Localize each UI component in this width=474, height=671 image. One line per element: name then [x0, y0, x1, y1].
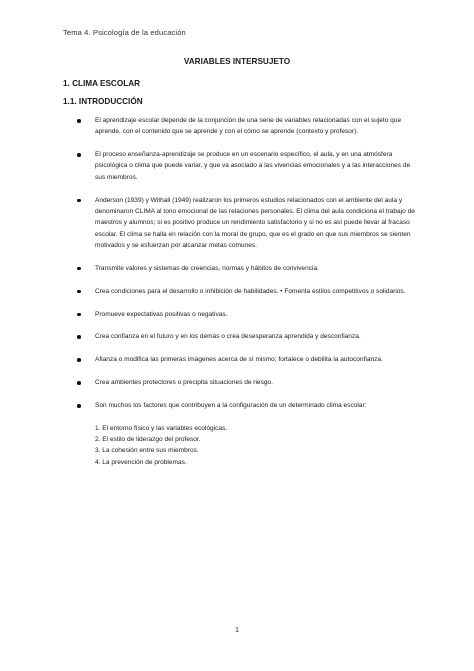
bullet-item [63, 354, 415, 365]
subsection-heading: 1.1. INTRODUCCIÓN [63, 97, 143, 106]
bullet-dot-icon [77, 313, 81, 317]
bullet-dot-icon [77, 267, 81, 271]
factor-item: 1. El entorno físico y las variables ecológicas. [95, 424, 228, 432]
bullet-list [63, 115, 415, 479]
bullet-text: Promueve expectativas positivas o negativas. [95, 310, 228, 318]
bullet-dot-icon [77, 290, 81, 294]
bullet-dot-icon [77, 153, 81, 157]
page-number: 1 [234, 625, 240, 634]
bullet-dot-icon [77, 358, 81, 362]
bullet-item [63, 309, 415, 320]
factors-list [95, 423, 415, 468]
bullet-text: Afianza o modifica las primeras imágenes acerca de sí mismo; fortalece o debilita la autoconfianza. [95, 356, 383, 364]
bullet-text: Crea ambientes protectores o precipita situaciones de riesgo. [95, 379, 273, 387]
bullet-item [63, 377, 415, 388]
bullet-text: El proceso enseñanza-aprendizaje se produce en un escenario específico, el aula, y en una atmósfera psicológica o clima que puede variar, y que va asociado a las vivencias emocionales y a las interacciones de sus miembros. [95, 151, 411, 181]
bullet-text: Crea confianza en el futuro y en los demás o crea desesperanza aprendida y desconfianza. [95, 333, 361, 341]
bullet-dot-icon [77, 404, 81, 408]
bullet-item [63, 263, 415, 274]
section-heading: 1. CLIMA ESCOLAR [63, 79, 141, 88]
bullet-item [63, 400, 415, 468]
bullet-item [63, 331, 415, 342]
bullet-dot-icon [77, 199, 81, 203]
bullet-text: Crea condiciones para el desarrollo o inhibición de habilidades. • Fomenta estilos competitivos o solidarios. [95, 287, 406, 295]
bullet-text: Son muchos los factores que contribuyen a la configuración de un determinado clima escolar: [95, 402, 367, 410]
bullet-item [63, 149, 415, 183]
bullet-item [63, 195, 415, 251]
factor-item: 3. La cohesión entre sus miembros. [95, 447, 199, 455]
bullet-text: Transmite valores y sistemas de creencias, normas y hábitos de convivencia. [95, 264, 319, 272]
document-title: VARIABLES INTERSUJETO [183, 57, 291, 66]
bullet-dot-icon [77, 119, 81, 123]
bullet-dot-icon [77, 381, 81, 385]
factor-item: 2. El estilo de liderazgo del profesor. [95, 435, 201, 443]
bullet-dot-icon [77, 335, 81, 339]
bullet-item [63, 115, 415, 138]
bullet-text: El aprendizaje escolar depende de la conjunción de una serie de variables relacionadas con el sujeto que aprende, con el contenido que se aprende y con el cómo se aprende (contexto y profesor). [95, 117, 402, 136]
running-header: Tema 4. Psicología de la educación [63, 28, 186, 37]
bullet-text: Anderson (1939) y Withall (1949) realizaron los primeros estudios relacionados con el ambiente del aula y denominaron CLIMA al tono emocional de las relaciones personales. El clima del aula condiciona el trabajo de maestros y alumnos; si es positivo produce un rendimiento satisfactorio y si no es así puede llevar al fracaso escolar. El clima se halla en relación con la moral de grupo, que es el grado en que sus miembros se sienten motivados y se esfuerzan por alcanzar metas comunes. [95, 196, 415, 249]
bullet-item [63, 286, 415, 297]
factor-item: 4. La prevención de problemas. [95, 458, 187, 466]
